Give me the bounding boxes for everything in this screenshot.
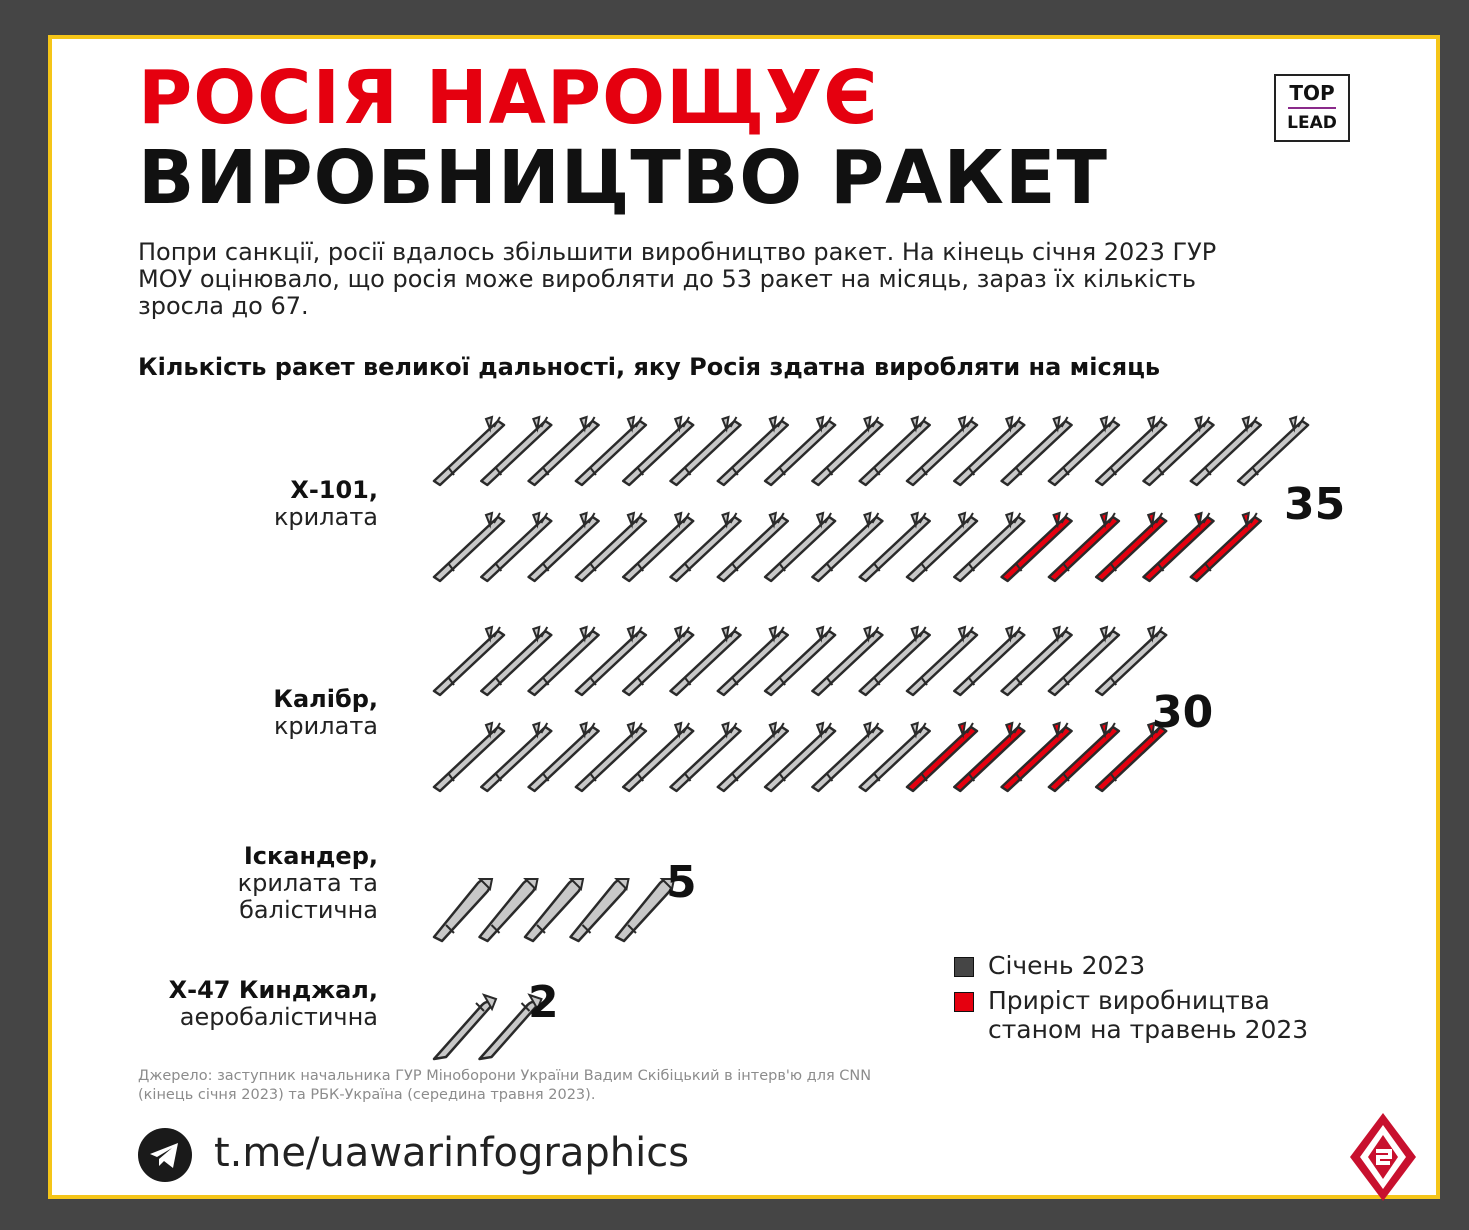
source-note: Джерело: заступник начальника ГУР Міноборони України Вадим Скібіцький в інтерв'ю для CNN (кінець січня 2023) та РБК-Україна (середина травня 2023). xyxy=(138,1068,872,1103)
title-line-2: ВИРОБНИЦТВО РАКЕТ xyxy=(138,135,1108,221)
brand-logo-icon xyxy=(1348,1111,1418,1203)
brand-bottom: LEAD xyxy=(1287,113,1337,133)
infographic-frame xyxy=(48,35,1440,1199)
intro-text: Попри санкції, росії вдалось збільшити виробництво ракет. На кінець січня 2023 ГУР МОУ оцінювало, що росія може виробляти до 53 ракет на місяць, зараз їх кількість зросла до 67. xyxy=(138,238,1217,320)
legend-swatch-growth xyxy=(954,992,974,1012)
value-label: 2 xyxy=(528,977,559,1028)
legend-item-january xyxy=(954,951,1308,980)
category-type: крилата xyxy=(273,503,378,531)
value-label: 5 xyxy=(666,857,697,908)
category-name: Іскандер, xyxy=(243,842,378,870)
legend-swatch-january xyxy=(954,957,974,977)
brand-top: TOP xyxy=(1289,81,1335,105)
legend-label-line2: станом на травень 2023 xyxy=(988,1015,1309,1044)
category-name: Калібр, xyxy=(273,685,378,713)
legend xyxy=(954,951,1308,1050)
category-type: крилата xyxy=(273,712,378,740)
legend-label: Приріст виробництва xyxy=(988,986,1270,1015)
category-name: Х-47 Кинджал, xyxy=(168,976,378,1004)
legend-item-growth xyxy=(954,986,1308,1044)
value-label: 30 xyxy=(1152,687,1214,738)
title-line-1: РОСІЯ НАРОЩУЄ xyxy=(138,55,879,141)
telegram-icon[interactable] xyxy=(138,1128,192,1182)
category-name: Х-101, xyxy=(290,476,378,504)
chart-title: Кількість ракет великої дальності, яку Росія здатна виробляти на місяць xyxy=(138,353,1161,381)
legend-label: Січень 2023 xyxy=(988,951,1146,980)
category-type: крилата та балістична xyxy=(237,869,378,924)
value-label: 35 xyxy=(1284,479,1346,530)
category-type: аеробалістична xyxy=(179,1003,378,1031)
telegram-link[interactable]: t.me/uawarinfographics xyxy=(214,1130,690,1176)
